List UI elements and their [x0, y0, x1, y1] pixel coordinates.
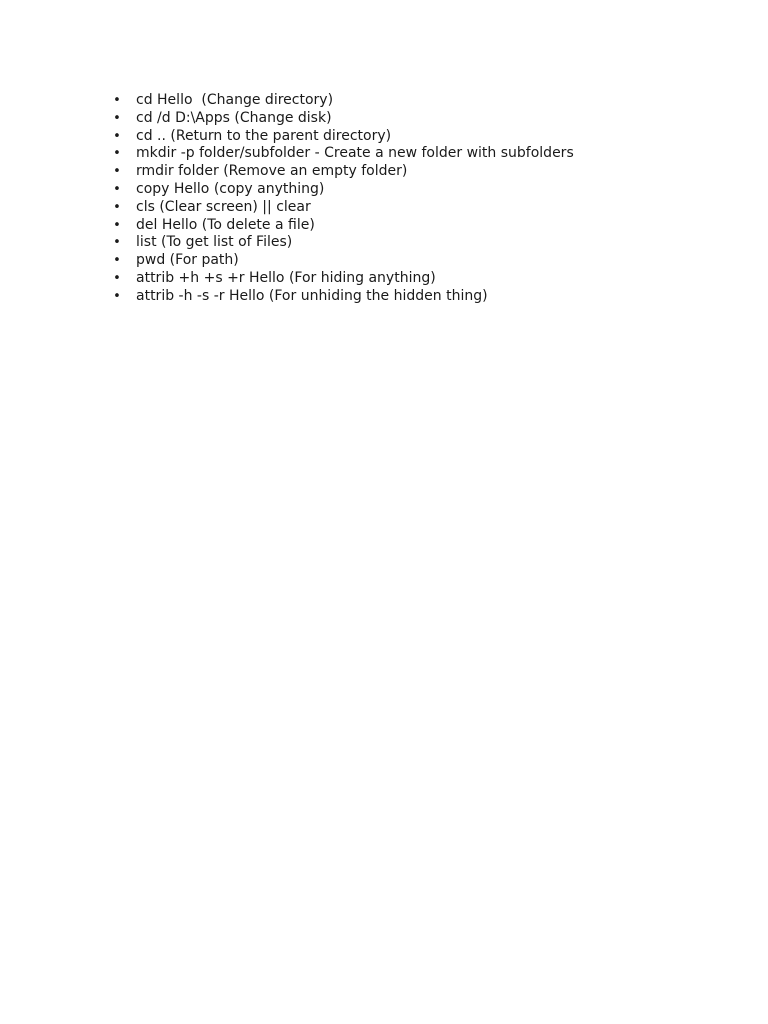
- list-item: [108, 199, 574, 217]
- list-item-text: attrib -h -s -r Hello (For unhiding the hidden thing): [136, 287, 488, 304]
- list-item: [108, 234, 574, 252]
- bullet-icon: •: [113, 288, 121, 304]
- bullet-icon: •: [113, 164, 121, 180]
- list-item: [108, 217, 574, 235]
- list-item-text: list (To get list of Files): [136, 234, 293, 251]
- list-item: [108, 145, 574, 163]
- list-item: [108, 128, 574, 146]
- bullet-icon: •: [113, 128, 121, 144]
- bullet-icon: •: [113, 253, 121, 269]
- list-item: [108, 181, 574, 199]
- list-item: [108, 163, 574, 181]
- list-item-text: cd .. (Return to the parent directory): [136, 127, 392, 144]
- list-item-text: cd Hello (Change directory): [136, 92, 334, 108]
- bullet-icon: •: [113, 110, 121, 126]
- list-item-text: cls (Clear screen) || clear: [136, 198, 311, 215]
- list-item: [108, 110, 574, 128]
- list-item-text: del Hello (To delete a file): [136, 216, 315, 233]
- bullet-icon: •: [113, 217, 121, 233]
- bullet-icon: •: [113, 199, 121, 215]
- list-item-text: attrib +h +s +r Hello (For hiding anything): [136, 269, 436, 286]
- bullet-icon: •: [113, 270, 121, 286]
- bullet-icon: •: [113, 181, 121, 197]
- list-item-text: rmdir folder (Remove an empty folder): [136, 163, 408, 180]
- bullet-icon: •: [113, 146, 121, 162]
- list-item: [108, 92, 574, 110]
- list-item: [108, 252, 574, 270]
- bullet-icon: •: [113, 235, 121, 251]
- list-item: [108, 270, 574, 288]
- list-item-text: pwd (For path): [136, 252, 239, 269]
- list-item-text: copy Hello (copy anything): [136, 180, 325, 197]
- command-bullet-list: [108, 92, 574, 306]
- bullet-icon: •: [113, 93, 121, 108]
- list-item: [108, 288, 574, 306]
- list-item-text: cd /d D:\Apps (Change disk): [136, 109, 332, 126]
- list-item-text: mkdir -p folder/subfolder - Create a new folder with subfolders: [136, 145, 574, 162]
